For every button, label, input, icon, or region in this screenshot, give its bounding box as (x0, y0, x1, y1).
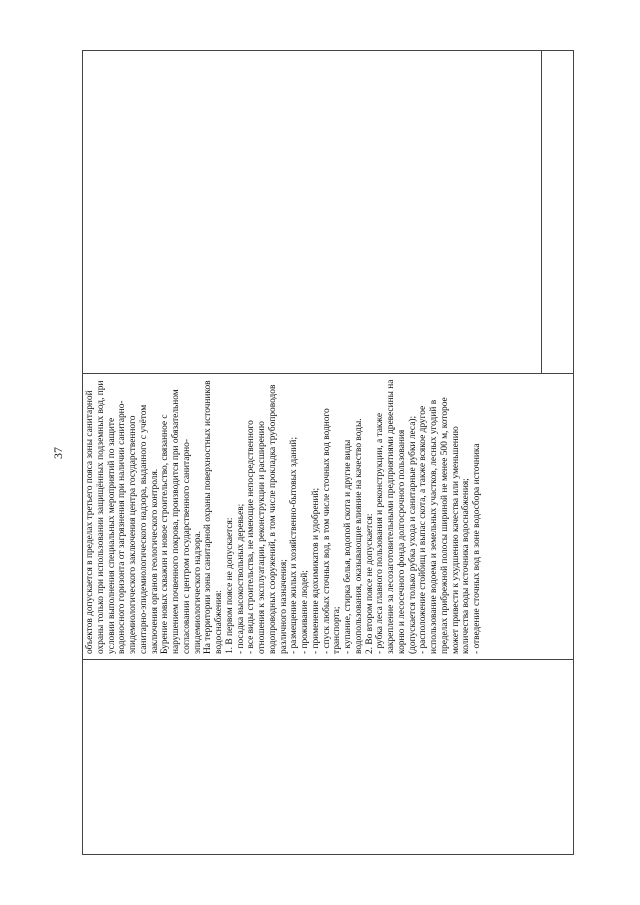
text-line: водопользования, оказывающие влияние на качество воды. (353, 418, 364, 654)
text-line: водоносного горизонта от загрязнения при наличии санитарно- (117, 400, 128, 654)
body-text (85, 378, 483, 654)
text-line: охраны только при использовании защищённых подземных вод, при (95, 380, 106, 654)
rotated-page-content (82, 50, 574, 855)
table-left-column (83, 659, 573, 854)
text-line: согласовании с центром государственного санитарно- (181, 439, 192, 654)
table-text-column (83, 373, 573, 659)
text-line: отношения к эксплуатации, реконструкции и расширению (257, 421, 267, 654)
text-line: - размещение жилых и хозяйственно-бытовых зданий; (289, 436, 300, 654)
text-line: - применение ядохимикатов и удобрений; (310, 487, 321, 654)
text-line: корню и лесосечного фонда долгосрочного пользования (396, 429, 407, 654)
text-line: может привести к ухудшению качества или уменьшению (450, 426, 461, 654)
text-line: - расположение стойбищ и выпас скота, а также всякое другое (418, 405, 429, 654)
text-line: - отведение сточных вод в зоне водосбора источника (472, 443, 482, 654)
text-line: 2. Во втором поясе не допускается: (364, 513, 375, 654)
text-line: нарушением почвенного покрова, производится при обязательном (171, 389, 181, 654)
text-line: - купание, стирка белья, водопой скота и другие виды (343, 439, 353, 654)
table-row-divider (541, 51, 542, 373)
text-line: - посадка высокоствольных деревьев; (235, 503, 246, 654)
text-line: санитарно-эпидемиологического надзора, выданного с учётом (138, 404, 149, 654)
text-line: - проживание людей; (300, 570, 310, 654)
text-line: объектов допускается в пределах третьего пояса зоны санитарной (85, 390, 95, 654)
text-line: различного назначения; (278, 559, 289, 654)
text-line: использование водоема и земельных участков, лесных угодий в (429, 399, 439, 654)
text-line: количества воды источника водоснабжения; (461, 478, 472, 654)
text-line: эпидемиологического надзора. (192, 530, 203, 654)
text-line: транспорта; (332, 606, 343, 654)
text-line: закрепление за лесозаготовительными предприятиями древесины на (386, 379, 396, 654)
text-line: - рубка леса главного пользования и реконструкции, а также (375, 413, 386, 654)
text-line: условии выполнения специальных мероприятий по защите (106, 417, 117, 654)
text-line: заключения органов геологического контроля. (149, 468, 160, 654)
text-line: эпидемиологического заключения центра государственного (128, 415, 138, 654)
text-line: Бурение новых скважин и новое строительство, связанное с (160, 414, 171, 654)
document-table (82, 50, 574, 855)
text-line: На территории зоны санитарной охраны поверхностных источников (203, 380, 214, 654)
table-right-column (83, 51, 573, 373)
text-line: 1. В первом поясе не допускается: (224, 517, 235, 654)
text-line: (допускается только рубка ухода и санитарные рубки леса); (407, 415, 418, 654)
text-line: водопроводных сооружений, в том числе прокладка трубопроводов (267, 384, 278, 654)
text-line: пределах прибрежной полосы шириной не менее 500 м, которое (439, 397, 450, 654)
page-number: 37 (51, 447, 65, 459)
text-line: - все виды строительства, не имеющие непосредственного (246, 420, 257, 654)
text-line: водоснабжения: (214, 590, 224, 654)
text-line: - спуск любых сточных вод, в том числе сточных вод водного (321, 408, 332, 654)
